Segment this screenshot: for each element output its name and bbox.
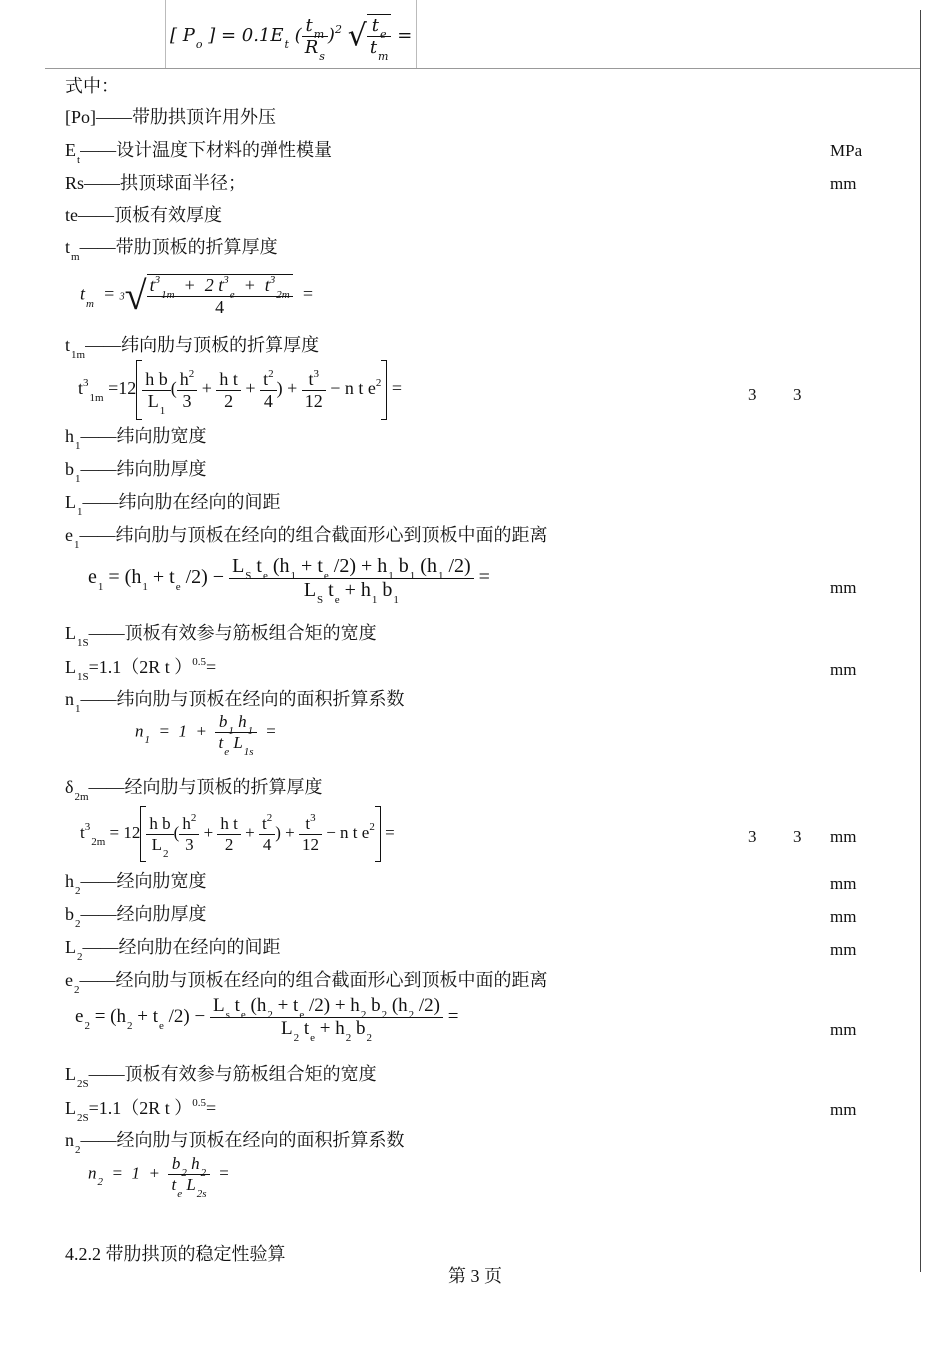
page-footer: 第 3 页 bbox=[448, 1266, 502, 1286]
def-b1: $b_1——$纬向肋厚度 bbox=[65, 459, 207, 485]
def-e1: $e_1——$纬向肋与顶板在经向的组合截面形心到顶板中面的距离 bbox=[65, 525, 548, 551]
unit-b2: mm bbox=[830, 907, 857, 926]
unit-mpa: MPa bbox=[830, 141, 863, 160]
tm-formula: $t_m = 3√$ $\frac{t^3_{1m} + 2 t^3_e + t^3_{2m}}{4}$ = bbox=[80, 273, 314, 318]
l2s-formula: $L_{2S}=1.1(2R$ t ）$^{0.5}$= bbox=[65, 1097, 217, 1124]
def-e2: $e_2——$经向肋与顶板在经向的组合截面形心到顶板中面的距离 bbox=[65, 970, 548, 996]
unit-l2s: mm bbox=[830, 1100, 857, 1119]
l1s-formula: $L_{1S}=1.1(2R$ t ）$^{0.5}$= bbox=[65, 656, 217, 683]
unit-t2m: mm bbox=[830, 827, 857, 846]
def-n1: $n_1——$纬向肋与顶板在经向的面积折算系数 bbox=[65, 689, 405, 715]
def-l1s: $L_{1S}——$顶板有效参与筋板组合矩的宽度 bbox=[65, 623, 377, 649]
def-h1: $h_1——$纬向肋宽度 bbox=[65, 426, 207, 452]
def-l2s: $L_{2S}——$顶板有效参与筋板组合矩的宽度 bbox=[65, 1064, 377, 1090]
top-cell-left-border bbox=[165, 0, 166, 68]
def-t1m: $t_{1m}——$纬向肋与顶板的折算厚度 bbox=[65, 335, 320, 361]
cube-mark-3: 3 bbox=[748, 827, 757, 846]
section-heading: 4.2.2 带肋拱顶的稳定性验算 bbox=[65, 1244, 286, 1264]
unit-h2: mm bbox=[830, 874, 857, 893]
top-cell-right-border bbox=[416, 0, 417, 68]
unit-l1s: mm bbox=[830, 660, 857, 679]
unit-e2: mm bbox=[830, 1020, 857, 1039]
cube-mark-4: 3 bbox=[793, 827, 802, 846]
unit-l2: mm bbox=[830, 940, 857, 959]
e2-formula: $e_2 = (h_2 + t_e$ /2) − $\frac{L_s t_e (h_2 + t_e /2) + h_2 b_2 (h_2 /2)}{L_2 t_e + h_2 b_2}$ = bbox=[75, 995, 459, 1044]
top-cell-bottom-border bbox=[45, 68, 920, 69]
t2m-formula: $t^3_{2m} = 12$ $\frac{\text{h b}}{L_2}$ ( $\frac{h^2}{3}$ + $\frac{\text{h t}}{2}$ + $\frac{t^2}{4}$ ) + $\frac{t^3}{12}$ − n t $e^2$ = bbox=[80, 806, 395, 862]
unit-rs: mm bbox=[830, 174, 857, 193]
n2-formula: $n_2 = 1$ + $\frac{b_2 h_2}{t_e L_{2s}}$ = bbox=[88, 1154, 230, 1200]
def-n2: $n_2——$经向肋与顶板在经向的面积折算系数 bbox=[65, 1130, 405, 1156]
def-l2: $L_2——$经向肋在经向的间距 bbox=[65, 937, 281, 963]
def-et: $E_t——$设计温度下材料的弹性模量 bbox=[65, 140, 333, 166]
unit-e1: mm bbox=[830, 578, 857, 597]
def-b2: $b_2——$经向肋厚度 bbox=[65, 904, 207, 930]
def-l1: $L_1——$纬向肋在经向的间距 bbox=[65, 492, 281, 518]
cube-mark-2: 3 bbox=[793, 385, 802, 404]
def-te: te——顶板有效厚度 bbox=[65, 205, 222, 225]
def-rs: Rs——拱顶球面半径； bbox=[65, 173, 247, 193]
def-d2m: $\delta_{2m}——$经向肋与顶板的折算厚度 bbox=[65, 777, 323, 803]
cube-mark-1: 3 bbox=[748, 385, 757, 404]
def-h2: $h_2——$经向肋宽度 bbox=[65, 871, 207, 897]
n1-formula: $n_1 = 1$ + $\frac{b_1 h_1}{t_e L_{1s}}$ = bbox=[135, 712, 277, 758]
right-border bbox=[920, 10, 921, 1272]
def-tm: $t_m——$带肋顶板的折算厚度 bbox=[65, 237, 278, 263]
def-po: [Po]——带肋拱顶许用外压 bbox=[65, 107, 276, 127]
allowable-pressure-formula: [ $P_o$ ] = $0.1E_t$ ( $\frac{t_m}{R_s}$ )$^2$ √ $\frac{t_e}{t_m}$ = bbox=[170, 14, 413, 63]
intro-label: 式中： bbox=[65, 76, 119, 96]
t1m-formula: $t^3_{1m} =12$ $\frac{\text{h b}}{L_1}$ ( $\frac{h^2}{3}$ + $\frac{\text{h t}}{2}$ + $\frac{t^2}{4}$ ) + $\frac{t^3}{12}$ − n t $e^2$ = bbox=[78, 360, 402, 420]
e1-formula: $e_1 = (h_1 + t_e$ /2) − $\frac{L_S t_e (h_1 + t_e /2) + h_1 b_1 (h_1 /2)}{L_S t_e + h_1 b_1}$ = bbox=[88, 555, 490, 606]
